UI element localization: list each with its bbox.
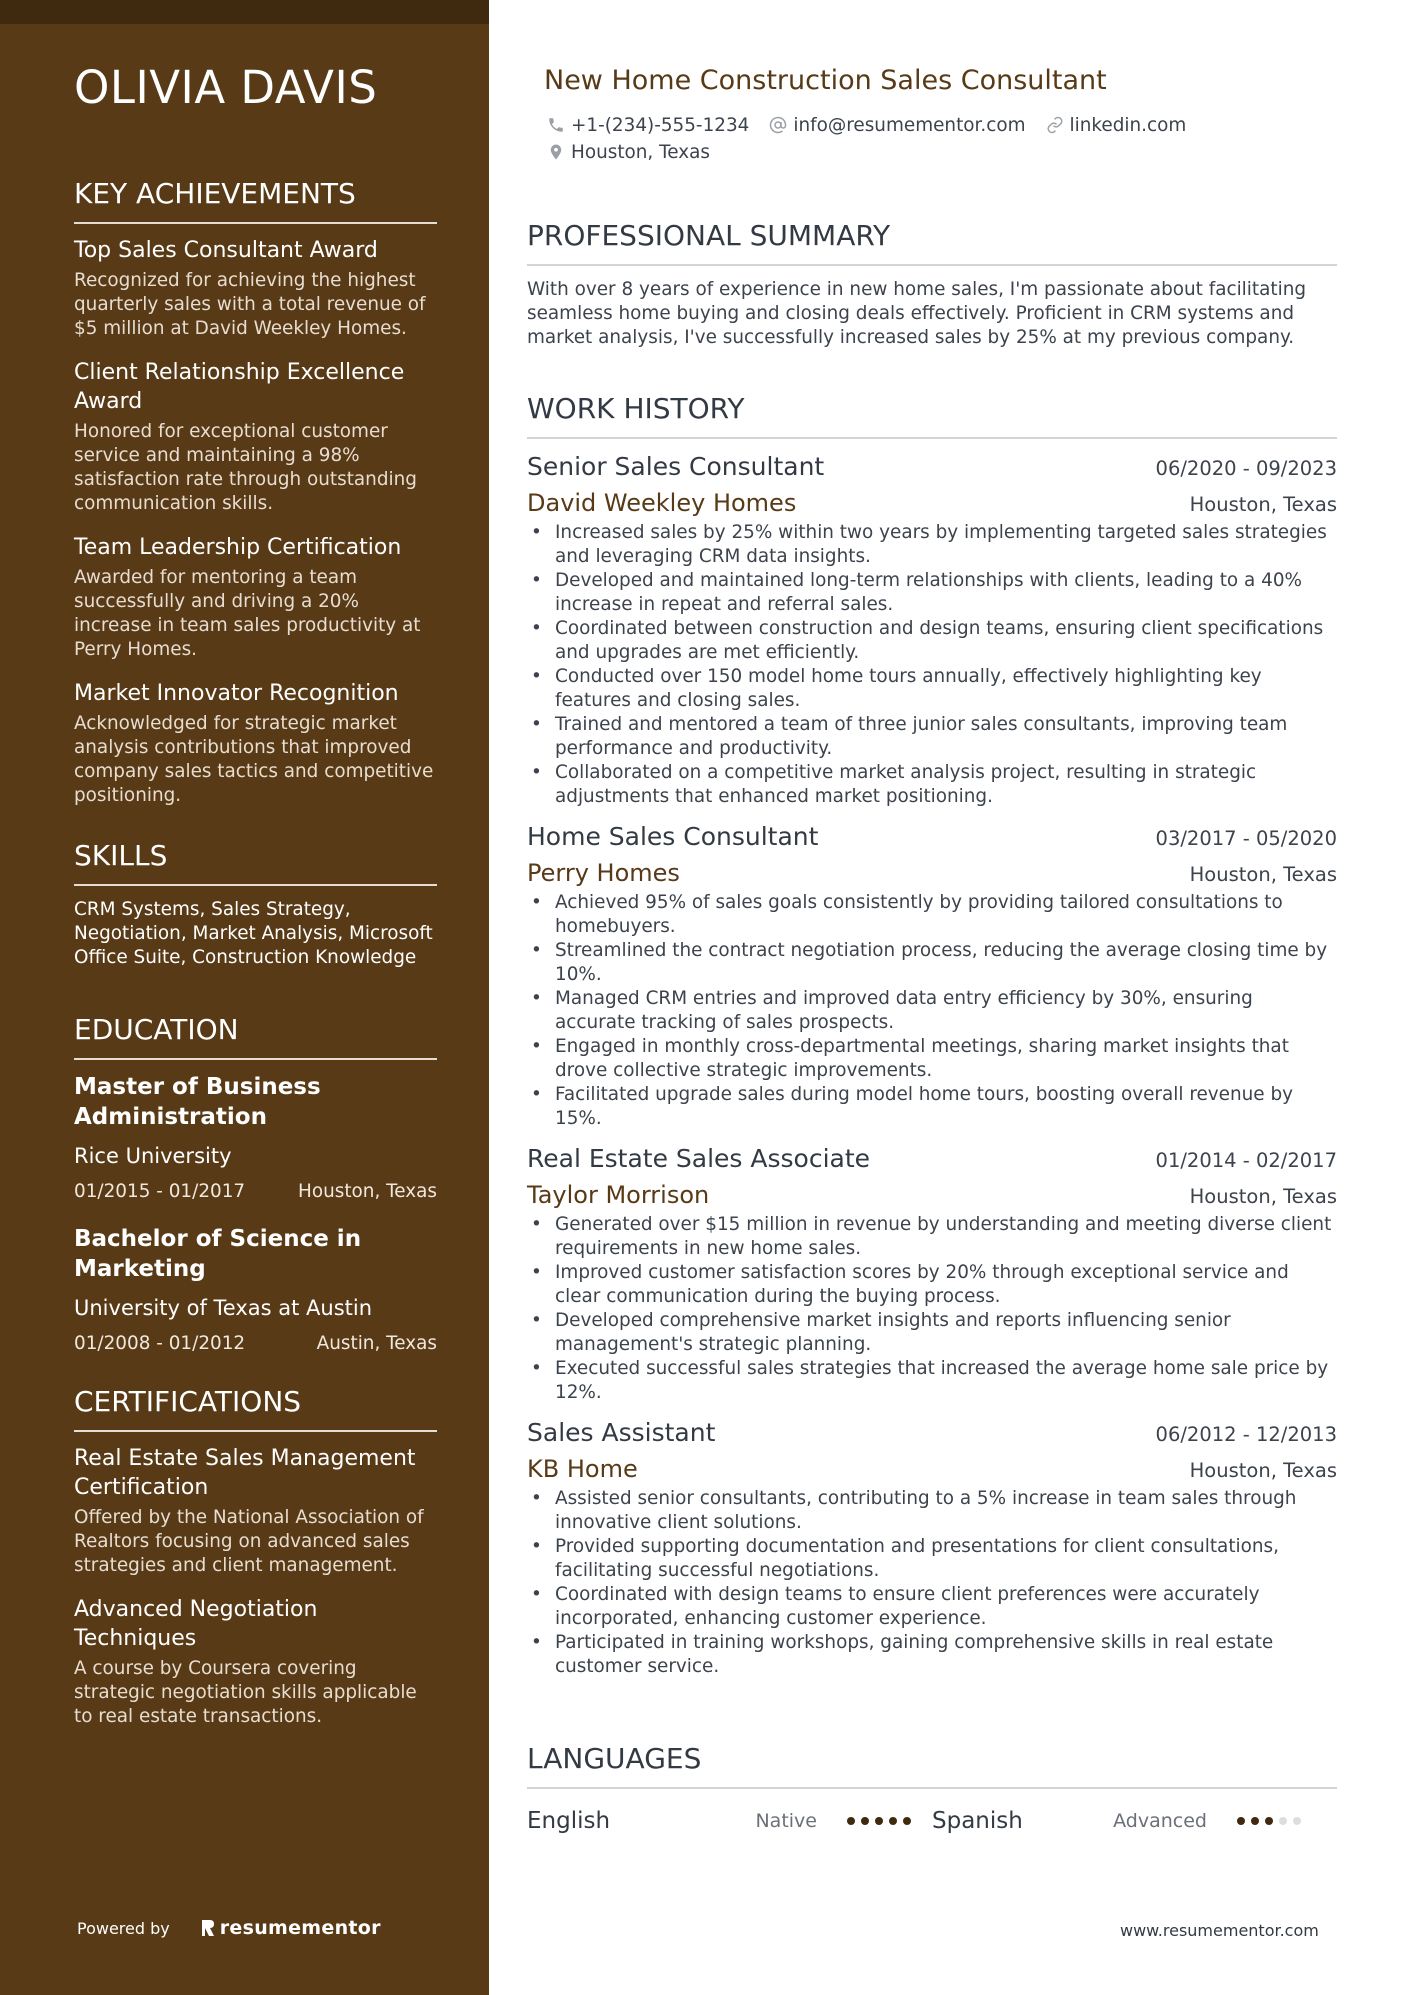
- achievement-desc: Honored for exceptional customer service and maintaining a 98% satisfaction rate through outstanding communication skills.: [74, 421, 417, 514]
- certification-title: Real Estate Sales Management Certification: [74, 1446, 416, 1500]
- languages-heading: LANGUAGES: [527, 1741, 1337, 1789]
- job-header: [527, 1417, 1337, 1449]
- sidebar-content: [74, 60, 437, 1746]
- skills-list: CRM Systems, Sales Strategy, Negotiation, Market Analysis, Microsoft Office Suite, Construction Knowledge: [74, 899, 433, 968]
- job-subheader: [527, 487, 1337, 519]
- summary-section: [527, 218, 1337, 350]
- education-degree: Master of Business Administration: [74, 1074, 321, 1130]
- contact-row: [547, 139, 1327, 165]
- powered-by: [77, 1917, 381, 1939]
- job-bullet: • Generated over $15 million in revenue by understanding and meeting diverse client requirements in new home sales.: [527, 1213, 1337, 1261]
- rating-dot-empty: [1293, 1817, 1301, 1825]
- job-header: [527, 821, 1337, 853]
- rating-dot-filled: [1251, 1817, 1259, 1825]
- language-rating: [1237, 1817, 1307, 1825]
- contact-location: [547, 142, 710, 163]
- location-text: Houston, Texas: [571, 141, 710, 163]
- achievement-title: Market Innovator Recognition: [74, 681, 399, 706]
- job-bullet: • Streamlined the contract negotiation process, reducing the average closing time by 10%.: [527, 939, 1337, 987]
- education-item: [74, 1072, 437, 1204]
- language-item: [527, 1808, 932, 1834]
- language-level: Advanced: [1113, 1810, 1207, 1832]
- contact-row: [547, 112, 1327, 138]
- email-text: info@resumementor.com: [793, 114, 1026, 136]
- job-bullet: • Facilitated upgrade sales during model home tours, boosting overall revenue by 15%.: [527, 1083, 1337, 1131]
- skills-section: [74, 838, 437, 970]
- job-bullet: • Managed CRM entries and improved data entry efficiency by 30%, ensuring accurate tracking of sales prospects.: [527, 987, 1337, 1035]
- job-entry: [527, 1143, 1337, 1405]
- job-bullet: • Conducted over 150 model home tours annually, effectively highlighting key features and closing sales.: [527, 665, 1337, 713]
- education-school: Rice University: [74, 1144, 232, 1168]
- job-subheader: [527, 857, 1337, 889]
- certification-desc: A course by Coursera covering strategic negotiation skills applicable to real estate transactions.: [74, 1658, 417, 1727]
- at-sign-icon: [769, 116, 787, 134]
- job-bullet: • Participated in training workshops, gaining comprehensive skills in real estate customer service.: [527, 1631, 1337, 1679]
- certification-desc: Offered by the National Association of Realtors focusing on advanced sales strategies and client management.: [74, 1507, 424, 1576]
- job-role: Real Estate Sales Associate: [527, 1144, 871, 1173]
- contact-info: [547, 112, 1327, 166]
- achievement-title: Client Relationship Excellence Award: [74, 360, 405, 414]
- linkedin-text: linkedin.com: [1069, 114, 1187, 136]
- sidebar: [0, 0, 489, 1995]
- link-icon: [1046, 116, 1064, 134]
- job-bullets: [527, 521, 1337, 809]
- job-bullet: • Developed and maintained long-term relationships with clients, leading to a 40% increase in repeat and referral sales.: [527, 569, 1337, 617]
- education-heading: EDUCATION: [74, 1012, 437, 1060]
- brand-name: resumementor: [219, 1917, 381, 1939]
- job-bullet: • Improved customer satisfaction scores by 20% through exceptional service and clear communication during the buying process.: [527, 1261, 1337, 1309]
- job-bullet: • Increased sales by 25% within two years by implementing targeted sales strategies and leveraging CRM data insights.: [527, 521, 1337, 569]
- job-entry: [527, 821, 1337, 1131]
- education-location: Austin, Texas: [316, 1333, 437, 1354]
- education-meta: [74, 1332, 437, 1356]
- job-bullets: [527, 1487, 1337, 1679]
- certification-item: [74, 1595, 437, 1729]
- language-item: [932, 1808, 1337, 1834]
- education-item: [74, 1224, 437, 1356]
- achievement-item: [74, 533, 437, 662]
- achievement-desc: Acknowledged for strategic market analysis contributions that improved company sales tactics and competitive positioning.: [74, 713, 434, 806]
- job-role: Sales Assistant: [527, 1418, 716, 1447]
- contact-email[interactable]: [769, 115, 1025, 136]
- education-dates: 01/2008 - 01/2012: [74, 1333, 246, 1354]
- rating-dot-filled: [903, 1817, 911, 1825]
- candidate-name: OLIVIA DAVIS: [74, 61, 378, 114]
- languages-row: [527, 1801, 1337, 1841]
- education-meta: [74, 1180, 437, 1204]
- achievement-item: [74, 236, 437, 341]
- job-subheader: [527, 1179, 1337, 1211]
- location-pin-icon: [547, 143, 565, 161]
- contact-linkedin[interactable]: [1046, 115, 1187, 136]
- rating-dot-filled: [875, 1817, 883, 1825]
- job-bullet: • Achieved 95% of sales goals consistently by providing tailored consultations to homebuyers.: [527, 891, 1337, 939]
- job-location: Houston, Texas: [1189, 863, 1337, 886]
- job-dates: 01/2014 - 02/2017: [1155, 1149, 1337, 1172]
- work-history-heading: WORK HISTORY: [527, 391, 1337, 439]
- job-bullet: • Trained and mentored a team of three junior sales consultants, improving team performance and productivity.: [527, 713, 1337, 761]
- job-entry: [527, 451, 1337, 809]
- job-role: Home Sales Consultant: [527, 822, 819, 851]
- job-bullet: • Developed comprehensive market insights and reports influencing senior management's strategic planning.: [527, 1309, 1337, 1357]
- achievement-item: [74, 358, 437, 516]
- job-entry: [527, 1417, 1337, 1679]
- job-location: Houston, Texas: [1189, 1459, 1337, 1482]
- education-degree: Bachelor of Science in Marketing: [74, 1226, 362, 1282]
- job-company: Perry Homes: [527, 859, 680, 887]
- rating-dot-filled: [889, 1817, 897, 1825]
- certification-title: Advanced Negotiation Techniques: [74, 1597, 318, 1651]
- achievements-section: [74, 176, 437, 808]
- rating-dot-filled: [861, 1817, 869, 1825]
- job-company: Taylor Morrison: [527, 1181, 710, 1209]
- job-bullet: • Engaged in monthly cross-departmental meetings, sharing market insights that drove collective strategic improvements.: [527, 1035, 1337, 1083]
- rating-dot-filled: [1237, 1817, 1245, 1825]
- education-dates: 01/2015 - 01/2017: [74, 1181, 246, 1202]
- target-job-title: New Home Construction Sales Consultant: [544, 65, 1107, 96]
- language-name: Spanish: [932, 1808, 1023, 1834]
- job-header: [527, 1143, 1337, 1175]
- job-company: KB Home: [527, 1455, 638, 1483]
- contact-phone[interactable]: [547, 115, 749, 136]
- education-section: [74, 1012, 437, 1356]
- job-bullets: [527, 1213, 1337, 1405]
- job-bullet: • Coordinated with design teams to ensure client preferences were accurately incorporated, enhancing customer experience.: [527, 1583, 1337, 1631]
- summary-text: With over 8 years of experience in new home sales, I'm passionate about facilitating seamless home buying and closing deals effectively. Proficient in CRM systems and market analysis, I've successfully increased sales by 25% at my previous company.: [527, 279, 1307, 348]
- brand-logo[interactable]: [200, 1917, 381, 1939]
- resumementor-logo-icon: [200, 1918, 216, 1938]
- job-location: Houston, Texas: [1189, 1185, 1337, 1208]
- achievement-item: [74, 679, 437, 808]
- rating-dot-filled: [847, 1817, 855, 1825]
- achievements-heading: KEY ACHIEVEMENTS: [74, 176, 437, 224]
- job-location: Houston, Texas: [1189, 493, 1337, 516]
- job-bullet: • Executed successful sales strategies that increased the average home sale price by 12%.: [527, 1357, 1337, 1405]
- language-name: English: [527, 1808, 611, 1834]
- job-role: Senior Sales Consultant: [527, 452, 825, 481]
- certification-item: [74, 1444, 437, 1578]
- footer-url[interactable]: www.resumementor.com: [1120, 1921, 1319, 1940]
- job-company: David Weekley Homes: [527, 489, 797, 517]
- skills-heading: SKILLS: [74, 838, 437, 886]
- work-history-section: [527, 391, 1337, 1691]
- achievement-desc: Recognized for achieving the highest quarterly sales with a total revenue of $5 million at David Weekley Homes.: [74, 270, 426, 339]
- job-bullet: • Coordinated between construction and design teams, ensuring client specifications and upgrades are met efficiently.: [527, 617, 1337, 665]
- achievement-title: Team Leadership Certification: [74, 535, 402, 560]
- job-dates: 03/2017 - 05/2020: [1155, 827, 1337, 850]
- language-level: Native: [755, 1810, 817, 1832]
- rating-dot-filled: [1265, 1817, 1273, 1825]
- achievement-title: Top Sales Consultant Award: [74, 238, 378, 263]
- phone-text: +1-(234)-555-1234: [571, 114, 750, 136]
- certifications-heading: CERTIFICATIONS: [74, 1384, 437, 1432]
- powered-by-label: Powered by: [77, 1918, 170, 1938]
- languages-section: [527, 1741, 1337, 1841]
- job-bullet: • Provided supporting documentation and presentations for client consultations, facilitating successful negotiations.: [527, 1535, 1337, 1583]
- achievement-desc: Awarded for mentoring a team successfully and driving a 20% increase in team sales productivity at Perry Homes.: [74, 567, 421, 660]
- language-rating: [847, 1817, 917, 1825]
- summary-heading: PROFESSIONAL SUMMARY: [527, 218, 1337, 266]
- job-bullets: [527, 891, 1337, 1131]
- job-dates: 06/2020 - 09/2023: [1155, 457, 1337, 480]
- phone-icon: [547, 116, 565, 134]
- job-bullet: • Collaborated on a competitive market analysis project, resulting in strategic adjustments that enhanced market positioning.: [527, 761, 1337, 809]
- certifications-section: [74, 1384, 437, 1729]
- education-location: Houston, Texas: [298, 1181, 437, 1202]
- education-school: University of Texas at Austin: [74, 1296, 373, 1320]
- job-header: [527, 451, 1337, 483]
- job-dates: 06/2012 - 12/2013: [1155, 1423, 1337, 1446]
- job-subheader: [527, 1453, 1337, 1485]
- sidebar-top-band: [0, 0, 489, 24]
- rating-dot-empty: [1279, 1817, 1287, 1825]
- job-bullet: • Assisted senior consultants, contributing to a 5% increase in team sales through innovative client solutions.: [527, 1487, 1337, 1535]
